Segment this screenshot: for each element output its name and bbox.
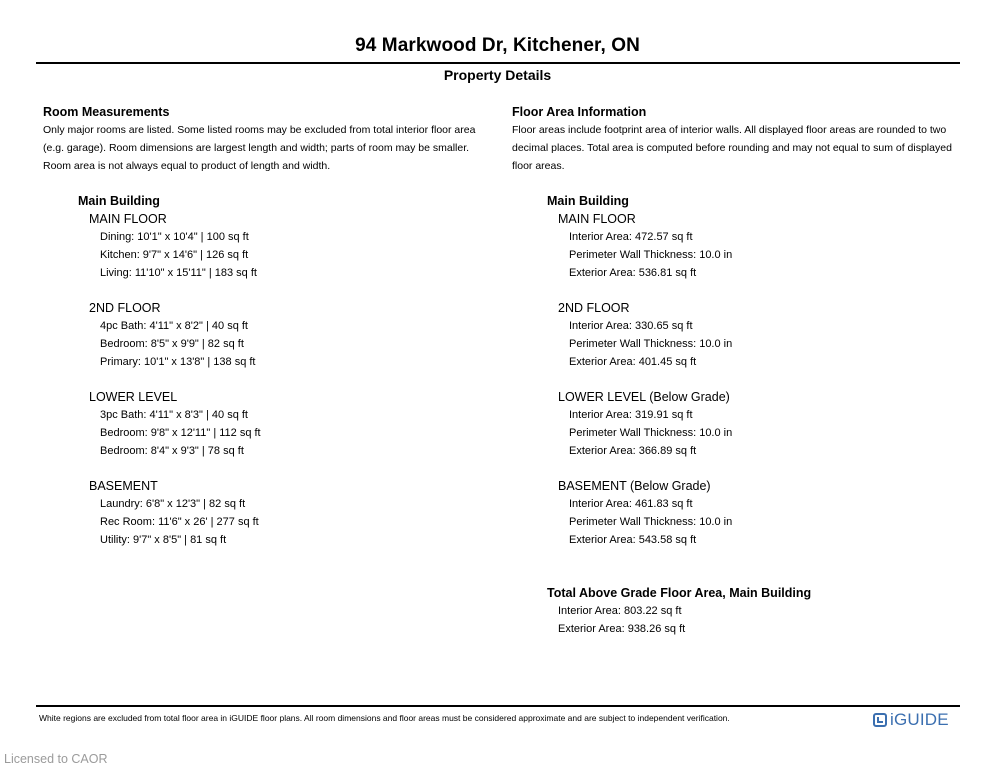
area-floor-name: BASEMENT (Below Grade) — [558, 479, 711, 493]
room-floor-name: BASEMENT — [89, 479, 158, 493]
area-row: Perimeter Wall Thickness: 10.0 in — [569, 516, 733, 528]
area-row: Perimeter Wall Thickness: 10.0 in — [569, 249, 733, 261]
page-title: 94 Markwood Dr, Kitchener, ON — [355, 35, 640, 56]
room-row: Dining: 10'1" x 10'4" | 100 sq ft — [100, 231, 249, 243]
total-area-heading: Total Above Grade Floor Area, Main Building — [547, 586, 812, 600]
footer-divider — [36, 705, 960, 707]
area-row: Exterior Area: 401.45 sq ft — [569, 356, 697, 368]
room-row: Bedroom: 8'5" x 9'9" | 82 sq ft — [100, 338, 244, 350]
room-measurements-section — [43, 103, 498, 549]
area-row: Exterior Area: 366.89 sq ft — [569, 445, 697, 457]
header-divider — [36, 62, 960, 64]
page-subtitle: Property Details — [443, 67, 552, 83]
area-building-label: Main Building — [547, 194, 629, 208]
footer-disclaimer: White regions are excluded from total floor area in iGUIDE floor plans. All room dimensions and floor areas must be considered approximate and are subject to independent verification. — [39, 713, 730, 723]
total-area-row: Interior Area: 803.22 sq ft — [558, 605, 682, 617]
iguide-logo-icon — [873, 713, 887, 727]
area-row: Exterior Area: 536.81 sq ft — [569, 267, 697, 279]
room-row: Bedroom: 8'4" x 9'3" | 78 sq ft — [100, 445, 244, 457]
room-row: Rec Room: 11'6" x 26' | 277 sq ft — [100, 516, 259, 528]
room-measurements-note: Only major rooms are listed. Some listed rooms may be excluded from total interior floor area (e.g. garage). Room dimensions are largest length and width; parts of room may be smaller. Room area is not always equal to product of length and width. — [43, 124, 476, 172]
floor-area-note: Floor areas include footprint area of interior walls. All displayed floor areas are rounded to two decimal places. Total area is computed before rounding and may not equal to sum of displayed floor areas. — [512, 124, 952, 172]
total-area-row: Exterior Area: 938.26 sq ft — [558, 623, 686, 635]
iguide-logo — [873, 710, 949, 730]
room-row: Primary: 10'1" x 13'8" | 138 sq ft — [100, 356, 256, 368]
room-floor-name: MAIN FLOOR — [89, 212, 167, 226]
room-row: Kitchen: 9'7" x 14'6" | 126 sq ft — [100, 249, 249, 261]
room-row: Laundry: 6'8" x 12'3" | 82 sq ft — [100, 498, 246, 510]
area-floor-name: MAIN FLOOR — [558, 212, 636, 226]
area-floor-name: 2ND FLOOR — [558, 301, 630, 315]
room-building-label: Main Building — [78, 194, 160, 208]
area-row: Interior Area: 461.83 sq ft — [569, 498, 693, 510]
iguide-brand-text: iGUIDE — [890, 710, 949, 729]
room-measurements-heading: Room Measurements — [43, 105, 170, 119]
area-row: Perimeter Wall Thickness: 10.0 in — [569, 427, 733, 439]
area-row: Exterior Area: 543.58 sq ft — [569, 534, 697, 546]
room-floor-name: LOWER LEVEL — [89, 390, 178, 404]
license-watermark: Licensed to CAOR — [4, 752, 108, 766]
room-row: 3pc Bath: 4'11" x 8'3" | 40 sq ft — [100, 409, 248, 421]
area-row: Perimeter Wall Thickness: 10.0 in — [569, 338, 733, 350]
room-row: Living: 11'10" x 15'11" | 183 sq ft — [100, 267, 257, 279]
area-row: Interior Area: 330.65 sq ft — [569, 320, 693, 332]
area-floor-name: LOWER LEVEL (Below Grade) — [558, 390, 730, 404]
room-floor-name: 2ND FLOOR — [89, 301, 161, 315]
room-row: Bedroom: 9'8" x 12'11" | 112 sq ft — [100, 427, 261, 439]
floor-area-section — [512, 103, 967, 638]
room-row: 4pc Bath: 4'11" x 8'2" | 40 sq ft — [100, 320, 248, 332]
area-row: Interior Area: 319.91 sq ft — [569, 409, 693, 421]
room-row: Utility: 9'7" x 8'5" | 81 sq ft — [100, 534, 227, 546]
area-row: Interior Area: 472.57 sq ft — [569, 231, 693, 243]
floor-area-heading: Floor Area Information — [512, 105, 647, 119]
